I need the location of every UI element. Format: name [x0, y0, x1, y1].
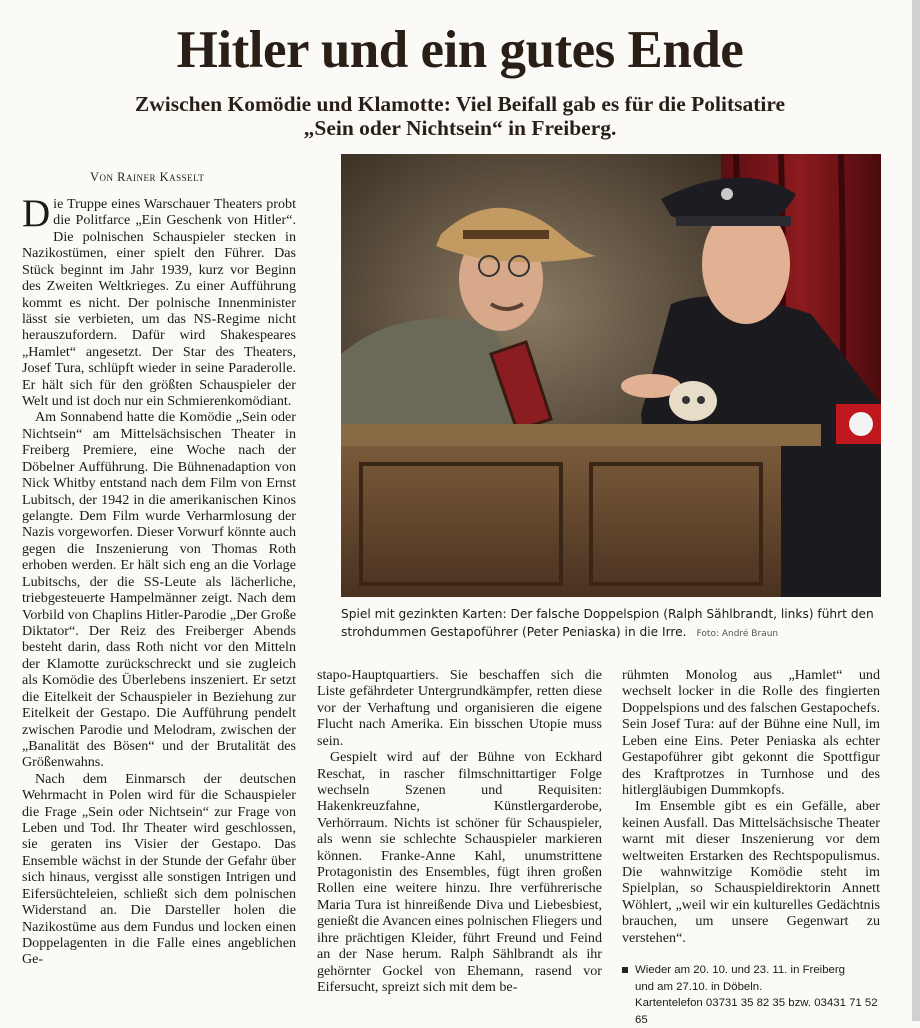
photo-caption	[341, 605, 881, 643]
desk-top	[341, 424, 821, 446]
article-paragraph: rühmten Monolog aus „Hamlet“ und wechselt locker in die Rolle des fingierten Doppelspions und des falschen Gestapochefs. Sein Josef Tura: auf der Bühne eine Null, im Leben eine Eins. Peter Peniaska als echter Gestapoführer gibt gekonnt die Spottfigur des Kraftprotzes in Turnhose und des hitlergläubigen Dummkopfs.	[622, 667, 880, 798]
subheadline-line-2: „Sein oder Nichtsein“ in Freiberg.	[303, 116, 617, 140]
article-paragraph: stapo-Hauptquartiers. Sie beschaffen sich die Liste gefährdeter Untergrundkämpfer, retten diese vor der Verhaftung und organisieren die eigene Flucht nach Amerika. Ein bisschen Utopie muss sein.	[317, 667, 602, 749]
article-column-1	[22, 192, 296, 968]
article-paragraph: Nach dem Einmarsch der deutschen Wehrmacht in Polen wird für die Schauspieler die Frage „Sein oder Nichtsein“ zur Frage von Leben und Tod. Ihr Theater wird geschlossen, sie geraten ins Visier der Gestapo. Das Ensemble wächst in der Stunde der Gefahr über sich hinaus, vergisst alle sonstigen Intrigen und Eifersüchteleien, schließt sich dem polnischen Widerstand an. Die Darsteller holen die Nazikostüme aus dem Fundus und locken einen Doppelagenten in die Falle eines angeblichen Ge-	[22, 770, 296, 968]
article-column-2	[317, 667, 602, 995]
performance-dates-line: und am 27.10. in Döbeln.	[635, 980, 763, 993]
scrollbar-track[interactable]	[912, 0, 920, 1021]
article-paragraph: Im Ensemble gibt es ein Gefälle, aber keinen Ausfall. Das Mittelsächsische Theater warnt mit dieser Inszenierung vor dem weltweiten Erstarken des Rechtspopulismus. Die wahnwitzige Komödie steht im Spielplan, so Schauspieldirektorin Annett Wöhlert, „weil wir ein kulturelles Gedächtnis brauchen, um unsere Gegenwart zu verstehen“.	[622, 798, 880, 946]
article-paragraph: Am Sonnabend hatte die Komödie „Sein oder Nichtsein“ am Mittelsächsischen Theater in Freiberg Premiere, eine Woche nach der Döbelner Aufführung. Die Bühnenadaption von Nick Whitby entstand nach dem Film von Ernst Lubitsch, der 1942 in die amerikanischen Kinos gelangte. Dem Film wurde Verharmlosung der Nazis vorgeworfen. Dieser Vorwurf könnte auch gegen die Inszenierung von Thomas Roth erhoben werden. Er hält sich eng an die Vorlage Lubitschs, der die SS-Leute als lächerliche, triebgesteuerte Hampelmänner zeigt. Nach dem Vorbild von Chaplins Hitler-Parodie „Der Große Diktator“. Der Reiz des Freiberger Abends besteht darin, dass Roth nicht vor den Mitteln der Klamotte zurückschreckt und sie zugleich als Komödie des Überlebens inszeniert. Er setzt die Eitelkeit der Schauspieler in Beziehung zur Eitelkeit der Gestapo. Die Aufführung pendelt zwischen Parodie und Melodram, zwischen der „Banalität des Bösen“ und der Brutalität des Größenwahns.	[22, 409, 296, 771]
article-paragraph: Gespielt wird auf der Bühne von Eckhard Reschat, in rascher filmschnittartiger Folge wechseln Szenen und Requisiten: Hakenkreuzfahne, Künstlergarderobe, Verhörraum. Nichts ist schöner für Schauspieler, als wenn sie schlechte Schauspieler markieren können. Franke-Anne Kahl, unumstrittene Protagonistin des Ensembles, fügt ihren großen Rollen eine weitere hinzu. Ihre verführerische Maria Tura ist hinreißende Diva und Liebesbiest, genießt die Avancen eines polnischen Fliegers und ihre prächtigen Kleider, führt Freund und Feind an der Nase herum. Ralph Sählbrandt als ihr gehörnter Gockel von Ehemann, rasend vor Eifersucht, spreizt sich mit dem be-	[317, 749, 602, 996]
photo-credit: Foto: André Braun	[696, 629, 779, 639]
article-paragraph	[22, 192, 296, 410]
caption-text: Spiel mit gezinkten Karten: Der falsche Doppelspion (Ralph Sählbrandt, links) führt den strohdummen Gestapoführer (Peter Peniaska) in die Irre.	[341, 607, 874, 639]
theater-photo	[341, 154, 881, 597]
drop-cap: D	[22, 192, 51, 235]
subheadline-line-1: Zwischen Komödie und Klamotte: Viel Beifall gab es für die Politsatire	[134, 92, 786, 116]
byline: Von Rainer Kasselt	[90, 170, 205, 184]
skull-prop	[669, 381, 717, 421]
paragraph-text: ie Truppe eines Warschauer Theaters probt die Politfarce „Ein Geschenk von Hitler“. Die polnischen Schauspieler stecken in Nazikostümen, einer spielt den Führer. Das Stück beginnt im Jahr 1939, kurz vor Beginn des Zweiten Weltkrieges. Zu einer Aufführung kommt es nicht. Der polnische Innenminister lässt sie verbieten, um das NS-Regime nicht herauszufordern. Dafür wird Shakespeares „Hamlet“ angesetzt. Der Star des Theaters, Josef Tura, schlüpft wieder in seine Paraderolle. Er hält sich für den größten Schauspieler der Welt und ist doch nur ein Schmierenkomödiant.	[22, 196, 296, 410]
subheadline	[0, 92, 920, 140]
bullet-square-icon	[622, 967, 628, 973]
headline: Hitler und ein gutes Ende	[176, 21, 744, 79]
performance-info-box	[622, 962, 892, 1028]
theater-scene-illustration	[341, 154, 881, 597]
article-column-3	[622, 667, 880, 946]
performance-dates-line: Wieder am 20. 10. und 23. 11. in Freiberg	[635, 964, 845, 976]
ticket-phone-line: Kartentelefon 03731 35 82 35 bzw. 03431 71 52 65	[635, 997, 878, 1026]
